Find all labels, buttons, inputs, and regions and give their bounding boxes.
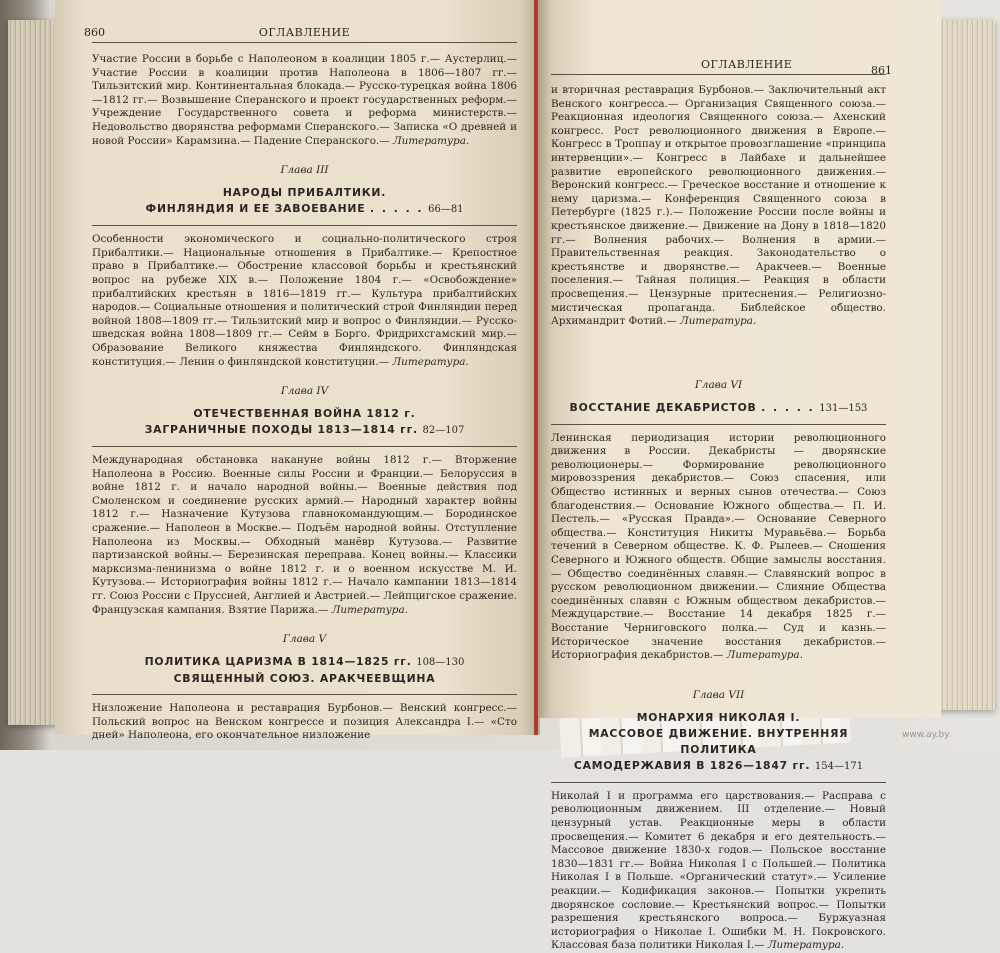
chapter-6-label: Глава VI: [694, 378, 743, 391]
chapter-7-rule: [551, 782, 886, 783]
left-running-title: ОГЛАВЛЕНИЕ: [258, 26, 351, 39]
chapter-3-text: Особенности экономического и социально-политического строя Прибалтики.— Национальные отношения в Прибалтике.— Крепостное право в Прибалтике.— Обострение классовой борьбы и крестьянский вопрос на рубеже XIX в.— Положение 1804 г.— «Освобождение» прибалтийских крестьян в 1816—1819 гг.— Культура прибалтийских народов.— Социальные отношения и политический строй Финляндии перед войной 1808—1809 гг.— Тильзитский мир и вопрос о Финляндии.— Русско-шведская война 1808—1809 гг.— Сейм в Борго. Фридрихсгамский мир.— Образование Великого княжества Финляндского. Финляндская конституция.— Ленин о финляндской конституции.—: [92, 233, 517, 368]
chapter-7-label: Глава VII: [692, 688, 745, 701]
chapter-7-text: Николай I и программа его царствования.— Расправа с революционным движением. III отделение.— Новый цензурный устав. Реакционные меры в области просвещения.— Комитет 6 декабря и его деятельность.— Массовое движение 1830-х годов.— Польское восстание 1830—1831 гг.— Война Николая I с Польшей.— Политика Николая I в Польше. «Органический статут».— Усиление реакции.— Кодификация законов.— Попытки укрепить дворянское сословие.— Крестьянский вопрос.— Попытки разрешения крестьянского вопроса.— Буржуазная историография о Николае I. Ошибки М. Н. Покровского. Классовая база политики Николая I.—: [551, 789, 886, 952]
chapter-5-rule: [92, 694, 517, 695]
chapter-4-text-paragraph: [92, 454, 517, 617]
chapter-4-label: Глава IV: [280, 385, 329, 398]
chapter-3-lit: Литература.: [392, 355, 469, 368]
page-block-right-edge: [935, 20, 995, 710]
chapter-4-lit: Литература.: [331, 603, 408, 616]
chapter-4-title-line2: ЗАГРАНИЧНЫЕ ПОХОДЫ 1813—1814 гг.: [144, 423, 418, 437]
chapter-6-title: ВОССТАНИЕ ДЕКАБРИСТОВ: [569, 400, 757, 414]
left-page-number: 860: [84, 26, 105, 39]
chapter-7-lit: Литература.: [767, 939, 845, 952]
leader-dots: . . . . .: [369, 202, 424, 216]
chapter-3-title-line1: НАРОДЫ ПРИБАЛТИКИ.: [222, 186, 387, 200]
left-intro-text: Участие России в борьбе с Наполеоном в коалиции 1805 г.— Аустерлиц.— Участие России в коалиции против Наполеона в 1806—1807 гг.— Тильзитский мир. Континентальная блокада.— Русско-турецкая война 1806—1812 гг.— Возвышение Сперанского и проект государственных реформ.— Учреждение Государственного совета и реформа министерств.— Недовольство дворянства реформами Сперанского.— Записка «О древней и новой России» Карамзина.— Падение Сперанского.—: [92, 53, 517, 147]
chapter-7-title-line1: МОНАРХИЯ НИКОЛАЯ I.: [636, 710, 801, 724]
chapter-4-title-line2-row: [92, 422, 517, 439]
chapter-5-label: Глава V: [282, 633, 327, 646]
chapter-4-rule: [92, 446, 517, 447]
book-spine: [534, 0, 538, 735]
right-page-number: 861: [871, 64, 892, 77]
chapter-3-rule: [92, 225, 517, 226]
chapter-7-title-line3-row: [551, 758, 886, 775]
chapter-3-text-paragraph: [92, 233, 517, 369]
chapter-3-title-line2: ФИНЛЯНДИЯ И ЕЕ ЗАВОЕВАНИЕ: [145, 202, 366, 216]
chapter-5-pages: 108—130: [416, 657, 465, 669]
leader-dots: . . . . .: [761, 400, 815, 414]
watermark: www.ay.by: [902, 730, 950, 740]
chapter-5-title-line1-row: [92, 654, 517, 671]
right-cont-text: и вторичная реставрация Бурбонов.— Заключительный акт Венского конгресса.— Организация Священного союза.— Реакционная идеология Священного союза.— Ахенский конгресс. Рост революционного движения в Европе.— Конгресс в Троппау и открытое провозглашение «принципа интервенции».— Конгресс в Лайбахе и дальнейшее развитие европейского революционного движения.— Веронский конгресс.— Греческое восстание и отношение к нему царизма.— Конференция Священного союза в Петербурге (1825 г.).— Положение России после войны и крестьянское движение.— Движение на Дону в 1818—1820 гг.— Волнения рабочих.— Волнения в армии.— Правительственная реакция. Законодательство о крестьянстве и дворянстве.— Аракчеев.— Военные поселения.— Тайная полиция.— Реакция в области просвещения.— Цензурные притеснения.— Религиозно-мистическая пропаганда. Библейское общество. Архимандрит Фотий.—: [551, 84, 886, 328]
chapter-4-pages: 82—107: [422, 425, 465, 437]
chapter-4-title-line1: ОТЕЧЕСТВЕННАЯ ВОЙНА 1812 г.: [193, 407, 416, 421]
right-cont-lit: Литература.: [680, 315, 757, 328]
right-running-title: ОГЛАВЛЕНИЕ: [701, 58, 793, 71]
chapter-5-text: Низложение Наполеона и реставрация Бурбонов.— Венский конгресс.— Польский вопрос на Венском конгрессе и позиция Александра I.— «Сто дней» Наполеона, его окончательное низложение: [92, 702, 517, 742]
chapter-6-title-row: [551, 400, 886, 417]
chapter-5-title-line1: ПОЛИТИКА ЦАРИЗМА В 1814—1825 гг.: [144, 655, 412, 669]
chapter-6-pages: 131—153: [819, 402, 868, 414]
left-intro-lit: Литература.: [392, 134, 470, 147]
chapter-3-title-line2-row: [92, 201, 517, 218]
chapter-6-text-paragraph: [551, 432, 886, 663]
chapter-5-title-line2: СВЯЩЕННЫЙ СОЮЗ. АРАКЧЕЕВЩИНА: [173, 672, 436, 686]
chapter-3-label: Глава III: [280, 164, 329, 177]
left-intro-paragraph: [92, 53, 517, 148]
chapter-3-pages: 66—81: [428, 204, 464, 216]
left-page-content: [84, 26, 517, 743]
chapter-7-pages: 154—171: [814, 760, 864, 772]
chapter-7-title-line2: МАССОВОЕ ДВИЖЕНИЕ. ВНУТРЕННЯЯ ПОЛИТИКА: [588, 726, 849, 756]
right-page-content: [551, 84, 886, 953]
right-running-head: [551, 58, 892, 77]
right-cont-paragraph: [551, 84, 886, 329]
chapter-6-lit: Литература.: [726, 649, 803, 662]
chapter-6-rule: [551, 424, 886, 425]
left-running-head: [84, 26, 517, 43]
chapter-6-text: Ленинская периодизация истории революционного движения в России. Декабристы — дворянские революционеры.— Формирование революционного мировоззрения декабристов.— Союз спасения, или Общество истинных и верных сынов отечества.— Союз благоденствия.— Основание Южного общества.— П. И. Пестель.— «Русская Правда».— Основание Северного общества.— Конституция Никиты Муравьёва.— Борьба течений в Северном обществе. К. Ф. Рылеев.— Сношения Северного и Южного обществ. Общие замыслы восстания.— Общество соединённых славян.— Славянский вопрос в русском революционном движении.— Слияние Общества соединённых славян с Южным обществом декабристов.— Междуцарствие.— Восстание 14 декабря 1825 г.— Восстание Черниговского полка.— Суд и казнь.— Историческое значение восстания декабристов.— Историография декабристов.—: [551, 431, 886, 662]
chapter-7-text-paragraph: [551, 790, 886, 953]
chapter-4-text: Международная обстановка накануне войны 1812 г.— Вторжение Наполеона в Россию. Военные силы России и Франции.— Белоруссия в войне 1812 г. и начало народной войны.— Военные действия под Смоленском и соединение русских армий.— Народный характер войны 1812 г.— Назначение Кутузова главнокомандующим.— Бородинское сражение.— Наполеон в Москве.— Подъём народной войны. Отступление Наполеона из Москвы.— Обходный манёвр Кутузова.— Развитие партизанской войны.— Березинская переправа. Конец войны.— Классики марксизма-ленинизма о войне 1812 г. и о военном искусстве М. И. Кутузова.— Историография войны 1812 г.— Начало кампании 1813—1814 гг. Союз России с Пруссией, Англией и Австрией.— Лейпцигское сражение. Французская кампания. Взятие Парижа.—: [92, 454, 517, 616]
chapter-7-title-line3: САМОДЕРЖАВИЯ В 1826—1847 гг.: [573, 758, 811, 772]
